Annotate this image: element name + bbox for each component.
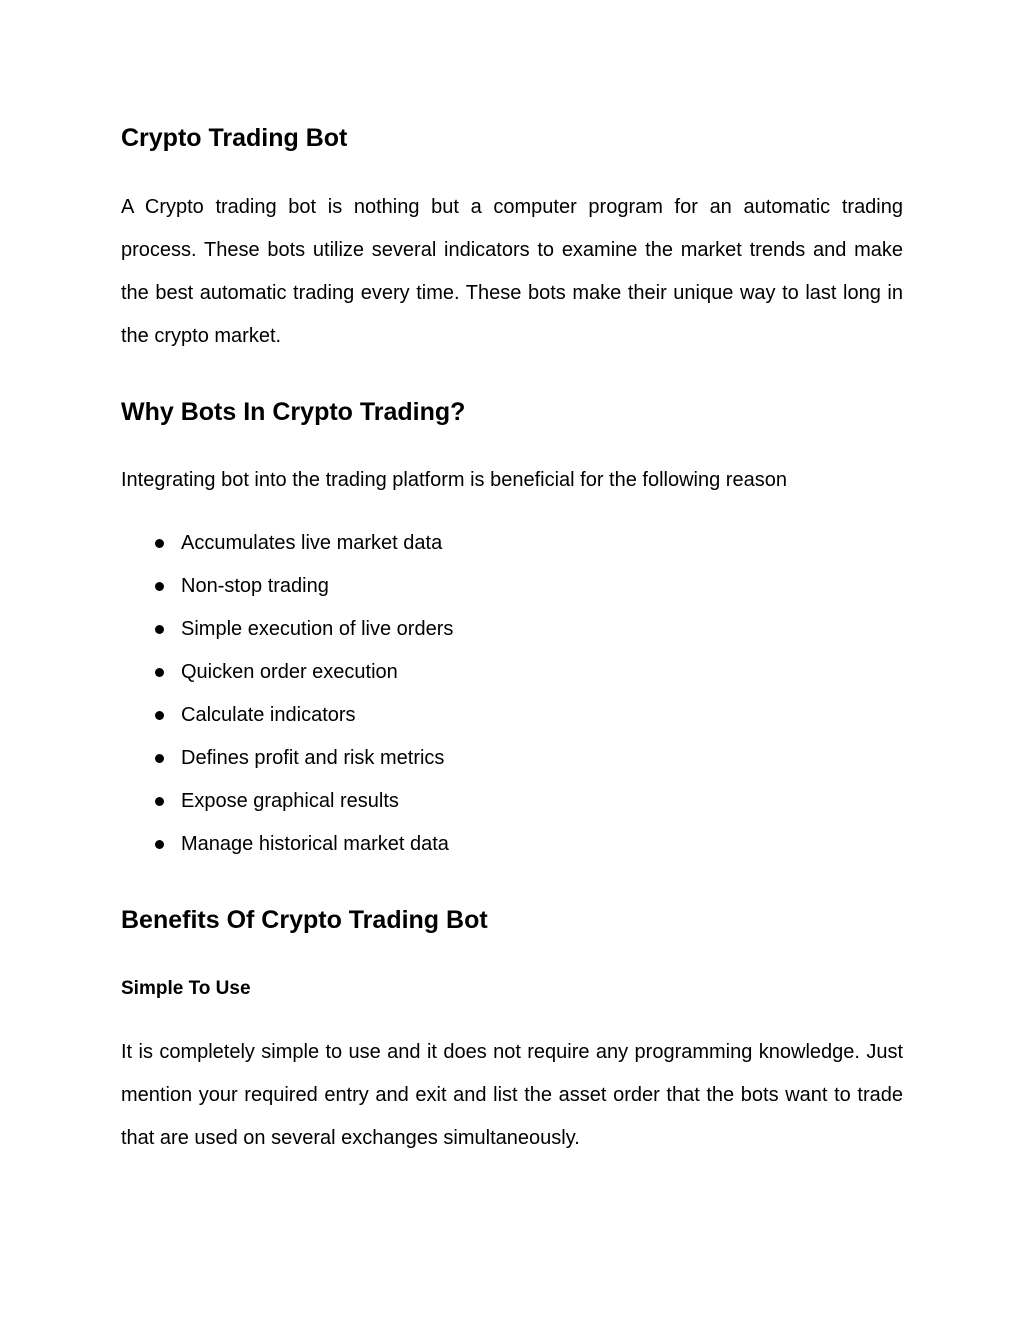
bullet-icon: [155, 668, 164, 677]
bullet-icon: [155, 582, 164, 591]
bullet-icon: [155, 840, 164, 849]
intro-paragraph: A Crypto trading bot is nothing but a computer program for an automatic trading process. These bots utilize several indicators to examine the market trends and make the best automatic trading every time. These bots make their unique way to last long in the crypto market.: [121, 196, 903, 347]
list-item: Simple execution of live orders: [121, 608, 453, 651]
list-item: Calculate indicators: [121, 694, 453, 737]
list-item: Non-stop trading: [121, 565, 453, 608]
list-item: Manage historical market data: [121, 823, 453, 866]
list-item: Accumulates live market data: [121, 522, 453, 565]
heading-why-bots: Why Bots In Crypto Trading?: [121, 398, 466, 426]
bullet-icon: [155, 797, 164, 806]
bullet-icon: [155, 625, 164, 634]
bullet-icon: [155, 754, 164, 763]
simple-to-use-paragraph: It is completely simple to use and it does not require any programming knowledge. Just mention your required entry and exit and list the asset order that the bots want to trade that are used on several exchanges simultaneously.: [121, 1041, 903, 1149]
bullet-icon: [155, 711, 164, 720]
subheading-simple-to-use: Simple To Use: [121, 978, 251, 999]
bullet-icon: [155, 539, 164, 548]
list-item: Quicken order execution: [121, 651, 453, 694]
heading-crypto-trading-bot: Crypto Trading Bot: [121, 124, 348, 152]
list-item: Expose graphical results: [121, 780, 453, 823]
list-item: Defines profit and risk metrics: [121, 737, 453, 780]
bullets-intro: Integrating bot into the trading platform is beneficial for the following reason: [121, 469, 787, 491]
reasons-list: [121, 522, 453, 866]
heading-benefits: Benefits Of Crypto Trading Bot: [121, 906, 488, 934]
